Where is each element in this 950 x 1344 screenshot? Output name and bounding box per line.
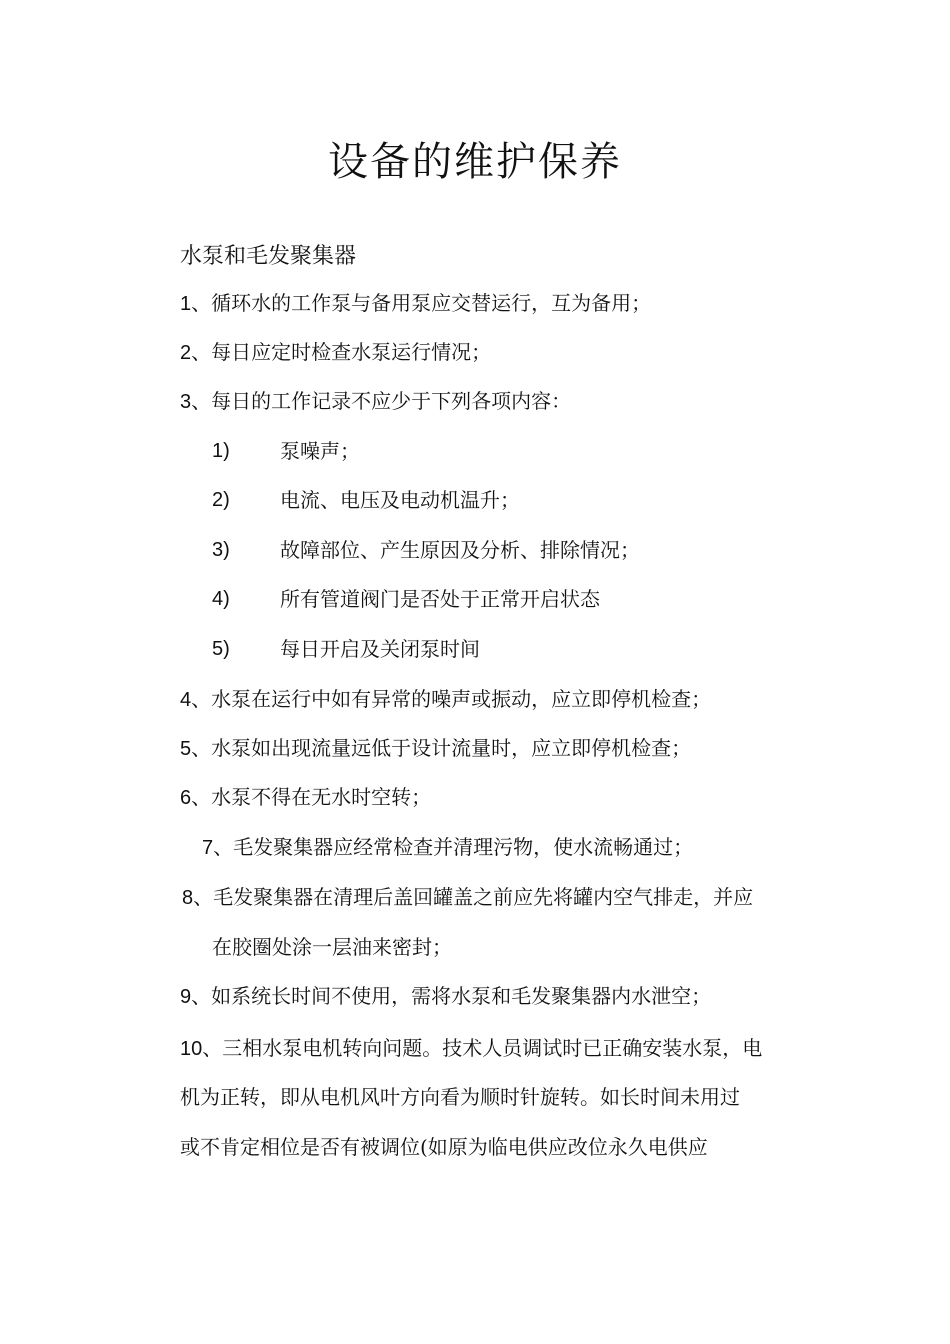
sub-item-number: 5) <box>212 638 230 660</box>
list-item-number: 4 <box>180 689 192 711</box>
list-item <box>180 287 651 320</box>
list-item-text: 、三相水泵电机转向问题。技术人员调试时已正确安装水泵，电 <box>202 1036 763 1060</box>
list-item <box>180 1032 762 1065</box>
sub-item-number: 1) <box>212 440 230 462</box>
list-item-continuation: 在胶圈处涂一层油来密封； <box>212 935 452 959</box>
section-heading: 水泵和毛发聚集器 <box>180 244 357 269</box>
page-title: 设备的维护保养 <box>328 139 622 185</box>
sub-item-number: 2) <box>212 489 230 511</box>
list-item-text: 、水泵在运行中如有异常的噪声或振动，应立即停机检查； <box>191 687 712 711</box>
list-item-number: 7 <box>202 837 214 859</box>
list-item-continuation: 机为正转，即从电机风叶方向看为顺时针旋转。如长时间未用过 <box>180 1085 740 1109</box>
sub-item-number: 4) <box>212 588 230 610</box>
sub-item-number: 3) <box>212 539 230 561</box>
list-item <box>180 683 711 716</box>
list-item-number: 3 <box>180 391 192 413</box>
list-item-number: 6 <box>180 787 192 809</box>
list-item-text: 、每日应定时检查水泵运行情况； <box>191 340 492 364</box>
list-item-text: 、如系统长时间不使用，需将水泵和毛发聚集器内水泄空； <box>191 984 712 1008</box>
list-item-number: 8 <box>182 887 194 909</box>
list-item <box>180 732 691 765</box>
sub-item-text: 每日开启及关闭泵时间 <box>280 637 480 661</box>
list-item-text: 、每日的工作记录不应少于下列各项内容： <box>191 389 572 413</box>
sub-item-text: 电流、电压及电动机温升； <box>280 488 520 512</box>
sub-item-text: 故障部位、产生原因及分析、排除情况； <box>280 538 640 562</box>
list-item-number: 5 <box>180 738 192 760</box>
list-item <box>180 781 431 814</box>
list-item <box>180 385 571 418</box>
list-item-text: 、毛发聚集器在清理后盖回罐盖之前应先将罐内空气排走，并应 <box>193 885 754 909</box>
list-item-number: 1 <box>180 293 192 315</box>
sub-item-text: 所有管道阀门是否处于正常开启状态 <box>280 587 600 611</box>
list-item-text: 、毛发聚集器应经常检查并清理污物，使水流畅通过； <box>213 835 694 859</box>
list-item-text: 、循环水的工作泵与备用泵应交替运行，互为备用； <box>191 291 652 315</box>
list-item <box>180 980 711 1013</box>
list-item-continuation: 或不肯定相位是否有被调位(如原为临电供应改位永久电供应 <box>180 1135 708 1159</box>
sub-item-text: 泵噪声； <box>280 439 360 463</box>
list-item <box>182 881 753 914</box>
list-item-number: 10 <box>180 1038 203 1060</box>
list-item-number: 2 <box>180 342 192 364</box>
list-item-number: 9 <box>180 986 192 1008</box>
list-item-text: 、水泵如出现流量远低于设计流量时，应立即停机检查； <box>191 736 692 760</box>
list-item <box>180 336 491 369</box>
list-item-text: 、水泵不得在无水时空转； <box>191 785 432 809</box>
list-item <box>202 831 693 864</box>
